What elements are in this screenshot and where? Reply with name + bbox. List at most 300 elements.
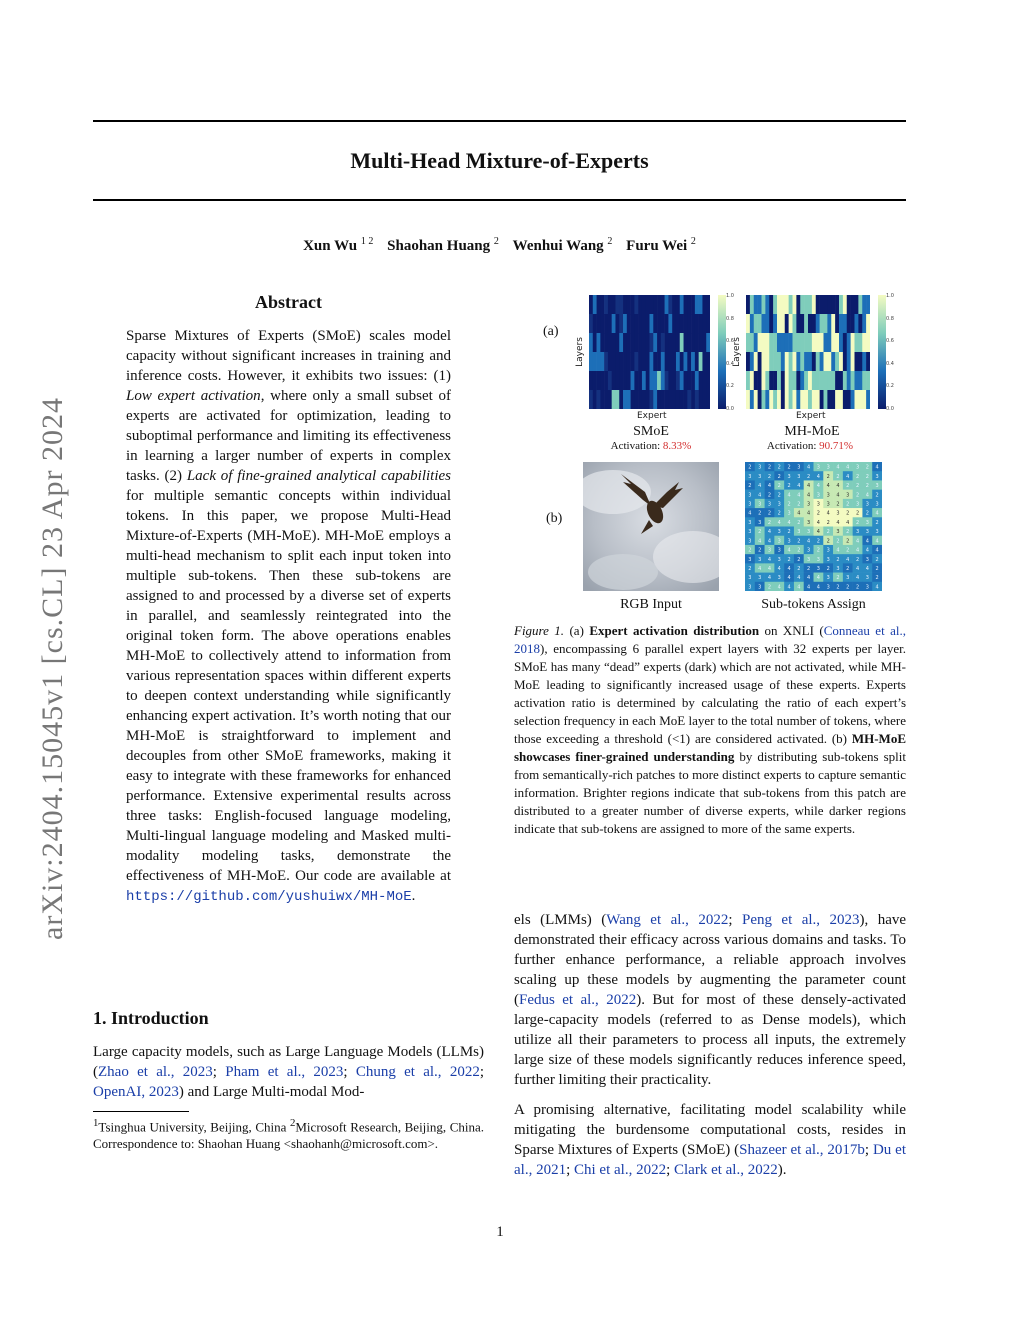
- heatmap-cell: [824, 333, 828, 352]
- heatmap-cell: [650, 390, 654, 409]
- grid-cell-digit: 2: [758, 529, 762, 536]
- heatmap-cell: [593, 371, 597, 390]
- heatmap-cell: [600, 314, 604, 333]
- heatmap-cell: [750, 390, 754, 409]
- heatmap-cell: [765, 333, 769, 352]
- heatmap-cell: [804, 371, 808, 390]
- heatmap-cell: [866, 390, 870, 409]
- grid-cell-digit: 3: [816, 492, 820, 499]
- heatmap-cell: [777, 295, 781, 314]
- grid-cell-digit: 4: [875, 584, 879, 591]
- grid-cell-digit: 3: [865, 501, 869, 508]
- heatmap-cell: [777, 371, 781, 390]
- grid-cell-digit: 2: [767, 584, 772, 591]
- grid-cell-digit: 2: [797, 556, 801, 563]
- heatmap-cell: [684, 295, 688, 314]
- grid-cell-digit: 2: [836, 575, 840, 582]
- affiliation-footnote: $^1$Tsinghua University, Beijing, China $^2$Microsoft Research, Beijing, China. Correspondence to: Shaohan Huang <shaohanh@microsoft.com>.: [93, 1117, 484, 1152]
- heatmap-cell: [773, 390, 777, 409]
- grid-cell-digit: 2: [836, 556, 840, 563]
- paragraph: A promising alternative, facilitating model scalability while mitigating the burdensome computational costs, resides in Sparse Mixtures of Experts (SMoE) (Shazeer et al., 2017b; Du et al., 2021; Chi et al., 2022; Clark et al., 2022).: [514, 1102, 906, 1178]
- heatmap-cell: [638, 352, 642, 371]
- heatmap-cell: [706, 390, 710, 409]
- heatmap-cell: [646, 352, 650, 371]
- colorbar-tick: 0.4: [886, 360, 894, 367]
- heatmap-cell: [762, 352, 766, 371]
- heatmap-cell: [615, 390, 619, 409]
- grid-cell-digit: 4: [758, 483, 762, 490]
- heatmap-cell: [676, 333, 680, 352]
- grid-cell-digit: 3: [758, 464, 762, 471]
- heatmap-cell: [615, 295, 619, 314]
- heatmap-cell: [831, 352, 835, 371]
- grid-cell-digit: 2: [767, 519, 772, 526]
- grid-cell-digit: 4: [787, 547, 791, 554]
- heatmap-cell: [680, 333, 684, 352]
- heatmap-cell: [789, 314, 793, 333]
- heatmap-cell: [657, 390, 661, 409]
- grid-cell-digit: 4: [816, 519, 820, 526]
- heatmap-cell: [835, 390, 839, 409]
- smoe-title: SMoE: [633, 424, 669, 439]
- heatmap-cell: [615, 352, 619, 371]
- heatmap-cell: [789, 333, 793, 352]
- citation-link[interactable]: Conneau et al., 2018: [514, 623, 906, 656]
- grid-cell-digit: 2: [748, 547, 752, 554]
- heatmap-cell: [785, 390, 789, 409]
- grid-cell-digit: 3: [875, 501, 879, 508]
- grid-cell-digit: 3: [836, 510, 840, 517]
- grid-cell-digit: 2: [836, 538, 840, 545]
- colorbar-tick: 0.0: [726, 406, 734, 412]
- heatmap-cell: [691, 295, 695, 314]
- heatmap-cell: [619, 333, 623, 352]
- grid-cell-digit: 2: [855, 519, 860, 526]
- grid-cell-digit: 3: [748, 575, 752, 582]
- mhmoe-colorbar: [878, 295, 886, 409]
- heatmap-cell: [665, 314, 669, 333]
- heatmap-cell: [699, 371, 703, 390]
- grid-cell-digit: 4: [865, 547, 869, 554]
- heatmap-cell: [851, 314, 855, 333]
- heatmap-cell: [604, 295, 608, 314]
- citation-link[interactable]: Du et al., 2021: [514, 1142, 906, 1178]
- grid-cell-digit: 2: [875, 575, 879, 582]
- heatmap-cell: [808, 390, 812, 409]
- grid-cell-digit: 4: [865, 565, 869, 572]
- heatmap-cell: [657, 333, 661, 352]
- heatmap-cell: [699, 314, 703, 333]
- heatmap-cell: [839, 390, 843, 409]
- heatmap-cell: [623, 333, 627, 352]
- heatmap-cell: [619, 390, 623, 409]
- heatmap-cell: [642, 314, 646, 333]
- rgb-input-image: [583, 462, 719, 591]
- heatmap-cell: [804, 390, 808, 409]
- heatmap-cell: [804, 295, 808, 314]
- citation-link[interactable]: Fedus et al., 2022: [519, 992, 637, 1008]
- heatmap-cell: [687, 390, 691, 409]
- heatmap-cell: [665, 352, 669, 371]
- heatmap-cell: [684, 314, 688, 333]
- grid-cell-digit: 3: [777, 529, 781, 536]
- heatmap-cell: [839, 333, 843, 352]
- heatmap-cell: [746, 314, 750, 333]
- grid-cell-digit: 2: [807, 565, 811, 572]
- heatmap-cell: [796, 314, 800, 333]
- heatmap-cell: [668, 352, 672, 371]
- heatmap-cell: [597, 314, 601, 333]
- grid-cell-digit: 3: [748, 519, 752, 526]
- heatmap-cell: [631, 352, 635, 371]
- citation-link[interactable]: OpenAI, 2023: [93, 1084, 179, 1100]
- heatmap-cell: [672, 333, 676, 352]
- heatmap-cell: [855, 295, 859, 314]
- author: Xun Wu $^{1 2}$: [303, 236, 374, 254]
- heatmap-cell: [676, 390, 680, 409]
- grid-cell-digit: 3: [807, 501, 811, 508]
- heatmap-cell: [746, 352, 750, 371]
- author-list: [93, 236, 906, 255]
- grid-cell-digit: 3: [865, 584, 869, 591]
- heatmap-cell: [824, 352, 828, 371]
- grid-cell-digit: 4: [787, 565, 791, 572]
- heatmap-cell: [820, 333, 824, 352]
- heatmap-cell: [754, 352, 758, 371]
- heatmap-cell: [800, 390, 804, 409]
- heatmap-cell: [781, 295, 785, 314]
- heatmap-cell: [646, 333, 650, 352]
- heatmap-cell: [750, 314, 754, 333]
- heatmap-cell: [687, 295, 691, 314]
- heatmap-cell: [653, 333, 657, 352]
- heatmap-cell: [653, 295, 657, 314]
- grid-cell-digit: 3: [787, 473, 791, 480]
- heatmap-cell: [589, 333, 593, 352]
- grid-cell-digit: 4: [855, 565, 860, 572]
- citation-link[interactable]: Chi et al., 2022: [574, 1162, 667, 1178]
- grid-cell-digit: 4: [816, 483, 820, 490]
- heatmap-cell: [793, 371, 797, 390]
- heatmap-cell: [793, 352, 797, 371]
- arxiv-identifier[interactable]: arXiv:2404.15045v1 [cs.CL] 23 Apr 2024: [36, 397, 69, 940]
- heatmap-cell: [665, 333, 669, 352]
- grid-cell-digit: 2: [758, 547, 762, 554]
- heatmap-cell: [839, 314, 843, 333]
- heatmap-cell: [866, 314, 870, 333]
- heatmap-cell: [847, 333, 851, 352]
- grid-cell-digit: 4: [826, 483, 830, 490]
- colorbar-tick: 0.0: [886, 406, 894, 412]
- heatmap-cell: [597, 333, 601, 352]
- heatmap-cell: [672, 390, 676, 409]
- heatmap-cell: [812, 314, 816, 333]
- heatmap-cell: [762, 390, 766, 409]
- page-number: 1: [496, 1224, 504, 1240]
- grid-cell-digit: 4: [816, 473, 820, 480]
- title-top-rule: [93, 120, 906, 122]
- grid-cell-digit: 2: [826, 538, 830, 545]
- heatmap-cell: [691, 314, 695, 333]
- heatmap-cell: [672, 371, 676, 390]
- heatmap-cell: [816, 352, 820, 371]
- grid-cell-digit: 3: [807, 529, 811, 536]
- subtoken-assign-grid: [745, 462, 882, 591]
- heatmap-cell: [765, 295, 769, 314]
- heatmap-cell: [785, 295, 789, 314]
- heatmap-cell: [750, 352, 754, 371]
- eagle-photo: [583, 462, 719, 591]
- colorbar-tick: 0.8: [726, 315, 734, 322]
- citation-link[interactable]: Clark et al., 2022: [674, 1162, 778, 1178]
- heatmap-cell: [824, 295, 828, 314]
- grid-cell-digit: 3: [826, 492, 830, 499]
- grid-cell-digit: 2: [777, 464, 781, 471]
- grid-cell-digit: 4: [816, 529, 820, 536]
- heatmap-cell: [661, 390, 665, 409]
- heatmap-cell: [612, 314, 616, 333]
- heatmap-cell: [699, 295, 703, 314]
- grid-cell-digit: 2: [767, 492, 772, 499]
- heatmap-cell: [631, 314, 635, 333]
- heatmap-cell: [646, 371, 650, 390]
- grid-cell-digit: 3: [748, 529, 752, 536]
- heatmap-cell: [702, 314, 706, 333]
- heatmap-cell: [816, 314, 820, 333]
- heatmap-cell: [754, 314, 758, 333]
- heatmap-cell: [800, 371, 804, 390]
- grid-cell-digit: 4: [836, 519, 840, 526]
- heatmap-cell: [695, 295, 699, 314]
- heatmap-cell: [619, 371, 623, 390]
- heatmap-cell: [593, 333, 597, 352]
- heatmap-cell: [684, 333, 688, 352]
- heatmap-cell: [612, 295, 616, 314]
- grid-cell-digit: 3: [826, 575, 830, 582]
- smoe-colorbar: [718, 295, 726, 409]
- grid-cell-digit: 2: [816, 538, 820, 545]
- grid-cell-digit: 3: [875, 529, 879, 536]
- heatmap-cell: [638, 390, 642, 409]
- heatmap-cell: [695, 371, 699, 390]
- grid-cell-digit: 3: [846, 575, 850, 582]
- grid-cell-digit: 2: [787, 483, 791, 490]
- heatmap-cell: [634, 333, 638, 352]
- heatmap-cell: [808, 352, 812, 371]
- heatmap-cell: [702, 371, 706, 390]
- heatmap-cell: [754, 333, 758, 352]
- heatmap-cell: [597, 390, 601, 409]
- grid-cell-digit: 4: [807, 483, 811, 490]
- heatmap-cell: [804, 314, 808, 333]
- heatmap-cell: [676, 352, 680, 371]
- heatmap-cell: [851, 390, 855, 409]
- heatmap-cell: [623, 314, 627, 333]
- heatmap-cell: [843, 333, 847, 352]
- grid-cell-digit: 4: [865, 538, 869, 545]
- grid-cell-digit: 3: [855, 501, 860, 508]
- heatmap-cell: [668, 314, 672, 333]
- heatmap-cell: [773, 352, 777, 371]
- heatmap-cell: [769, 333, 773, 352]
- grid-cell-digit: 2: [797, 538, 801, 545]
- heatmap-cell: [785, 314, 789, 333]
- grid-cell-digit: 3: [865, 529, 869, 536]
- heatmap-cell: [835, 314, 839, 333]
- heatmap-cell: [623, 390, 627, 409]
- grid-cell-digit: 4: [816, 575, 820, 582]
- grid-cell-digit: 2: [865, 483, 869, 490]
- grid-cell-digit: 4: [855, 538, 860, 545]
- grid-cell-digit: 4: [807, 464, 811, 471]
- grid-cell-digit: 2: [777, 492, 781, 499]
- introduction-body: Large capacity models, such as Large Language Models (LLMs) (Zhao et al., 2023; Pham et al., 2023; Chung et al., 2022; OpenAI, 2023) and Large Multi-modal Mod-: [93, 1044, 484, 1100]
- grid-cell-digit: 4: [875, 464, 879, 471]
- heatmap-cell: [695, 333, 699, 352]
- heatmap-cell: [831, 371, 835, 390]
- grid-cell-digit: 3: [865, 575, 869, 582]
- grid-cell-digit: 4: [846, 519, 850, 526]
- grid-cell-digit: 2: [855, 473, 860, 480]
- citation-link[interactable]: Shazeer et al., 2017b: [739, 1142, 865, 1158]
- citation-link[interactable]: Wang et al., 2022: [606, 912, 729, 928]
- grid-cell-digit: 3: [748, 584, 752, 591]
- heatmap-cell: [827, 390, 831, 409]
- heatmap-cell: [785, 333, 789, 352]
- heatmap-cell: [800, 333, 804, 352]
- grid-cell-digit: 4: [787, 584, 791, 591]
- heatmap-cell: [866, 371, 870, 390]
- figure-caption: Figure 1. (a) Expert activation distribution on XNLI (Conneau et al., 2018), encompassing 6 parallel expert layers with 32 experts per layer. SMoE has many “dead” experts (dark) which are not activated, while MH-MoE leading to significantly increased usage of these experts. Experts activation ratio is determined by calculating the ratio of each expert’s selection frequency in each MoE layer to the total number of tokens, where those exceeding a threshold (<1) are considered activated. (b) MH-MoE showcases finer-grained understanding by distributing sub-tokens split from semantically-rich patches to more distinct experts to capture semantic information. Brighter regions indicate that sub-tokens from this patch are distributed to a greater number of diverse experts, while darker regions indicate that sub-tokens are assigned to more of the same experts.: [514, 623, 906, 836]
- heatmap-cell: [800, 314, 804, 333]
- grid-cell-digit: 4: [836, 483, 840, 490]
- heatmap-cell: [691, 333, 695, 352]
- heatmap-cell: [843, 371, 847, 390]
- grid-cell-digit: 2: [767, 464, 772, 471]
- grid-cell-digit: 2: [767, 473, 772, 480]
- heatmap-cell: [758, 371, 762, 390]
- heatmap-cell: [827, 295, 831, 314]
- code-link[interactable]: https://github.com/yushuiwx/MH-MoE: [126, 889, 412, 905]
- heatmap-cell: [773, 295, 777, 314]
- grid-cell-digit: 2: [758, 510, 762, 517]
- heatmap-cell: [597, 371, 601, 390]
- grid-cell-digit: 2: [816, 510, 820, 517]
- grid-cell-digit: 3: [777, 575, 781, 582]
- heatmap-cell: [695, 390, 699, 409]
- grid-cell-digit: 3: [748, 501, 752, 508]
- grid-cell-digit: 4: [767, 538, 772, 545]
- heatmap-cell: [642, 371, 646, 390]
- heatmap-cell: [646, 390, 650, 409]
- mhmoe-ylabel: Layers: [731, 337, 742, 367]
- grid-cell-digit: 3: [797, 473, 801, 480]
- heatmap-cell: [816, 333, 820, 352]
- heatmap-cell: [808, 314, 812, 333]
- paper-title: Multi-Head Mixture-of-Experts: [350, 148, 649, 173]
- grid-cell-digit: 2: [865, 510, 869, 517]
- grid-cell-digit: 2: [826, 519, 830, 526]
- heatmap-cell: [676, 314, 680, 333]
- heatmap-cell: [604, 390, 608, 409]
- heatmap-cell: [612, 371, 616, 390]
- grid-cell-digit: 2: [875, 556, 879, 563]
- heatmap-cell: [847, 352, 851, 371]
- grid-cell-digit: 3: [836, 565, 840, 572]
- grid-cell-digit: 2: [787, 529, 791, 536]
- colorbar-tick: 1.0: [886, 293, 894, 299]
- grid-cell-digit: 2: [865, 464, 869, 471]
- heatmap-cell: [619, 314, 623, 333]
- heatmap-cell: [702, 390, 706, 409]
- heatmap-cell: [769, 352, 773, 371]
- heatmap-cell: [627, 352, 631, 371]
- citation-link[interactable]: Zhao et al., 2023: [98, 1064, 213, 1080]
- colorbar-tick: 0.2: [726, 383, 734, 390]
- grid-cell-digit: 3: [748, 473, 752, 480]
- heatmap-cell: [762, 371, 766, 390]
- grid-cell-digit: 2: [865, 473, 869, 480]
- heatmap-cell: [800, 352, 804, 371]
- grid-cell-digit: 2: [875, 492, 879, 499]
- grid-cell-digit: 3: [758, 584, 762, 591]
- heatmap-cell: [750, 295, 754, 314]
- heatmap-cell: [827, 371, 831, 390]
- heatmap-cell: [638, 371, 642, 390]
- heatmap-cell: [634, 390, 638, 409]
- heatmap-cell: [642, 333, 646, 352]
- heatmap-cell: [676, 295, 680, 314]
- grid-cell-digit: 4: [748, 510, 752, 517]
- grid-cell-digit: 3: [875, 483, 879, 490]
- heatmap-cell: [661, 314, 665, 333]
- heatmap-cell: [831, 314, 835, 333]
- heatmap-cell: [627, 314, 631, 333]
- grid-cell-digit: 2: [846, 483, 850, 490]
- heatmap-cell: [593, 295, 597, 314]
- heatmap-cell: [746, 371, 750, 390]
- citation-link[interactable]: Peng et al., 2023: [741, 912, 860, 928]
- grid-cell-digit: 3: [758, 473, 762, 480]
- heatmap-cell: [820, 390, 824, 409]
- heatmap-cell: [593, 352, 597, 371]
- citation-link[interactable]: Pham et al., 2023: [225, 1064, 344, 1080]
- grid-cell-digit: 2: [787, 464, 791, 471]
- heatmap-cell: [589, 371, 593, 390]
- grid-cell-digit: 3: [855, 464, 860, 471]
- heatmap-cell: [702, 295, 706, 314]
- heatmap-cell: [804, 333, 808, 352]
- heatmap-cell: [866, 333, 870, 352]
- heatmap-cell: [589, 390, 593, 409]
- citation-link[interactable]: Chung et al., 2022: [355, 1064, 480, 1080]
- right-column-body: [514, 910, 906, 1190]
- rgb-input-label: RGB Input: [620, 597, 682, 612]
- heatmap-cell: [642, 390, 646, 409]
- heatmap-cell: [650, 314, 654, 333]
- heatmap-cell: [612, 333, 616, 352]
- grid-cell-digit: 4: [807, 575, 811, 582]
- heatmap-cell: [866, 295, 870, 314]
- heatmap-cell: [839, 371, 843, 390]
- heatmap-cell: [769, 314, 773, 333]
- author: Furu Wei $^2$: [626, 236, 696, 254]
- heatmap-cell: [680, 314, 684, 333]
- heatmap-cell: [769, 390, 773, 409]
- heatmap-cell: [835, 352, 839, 371]
- heatmap-cell: [793, 314, 797, 333]
- heatmap-cell: [827, 352, 831, 371]
